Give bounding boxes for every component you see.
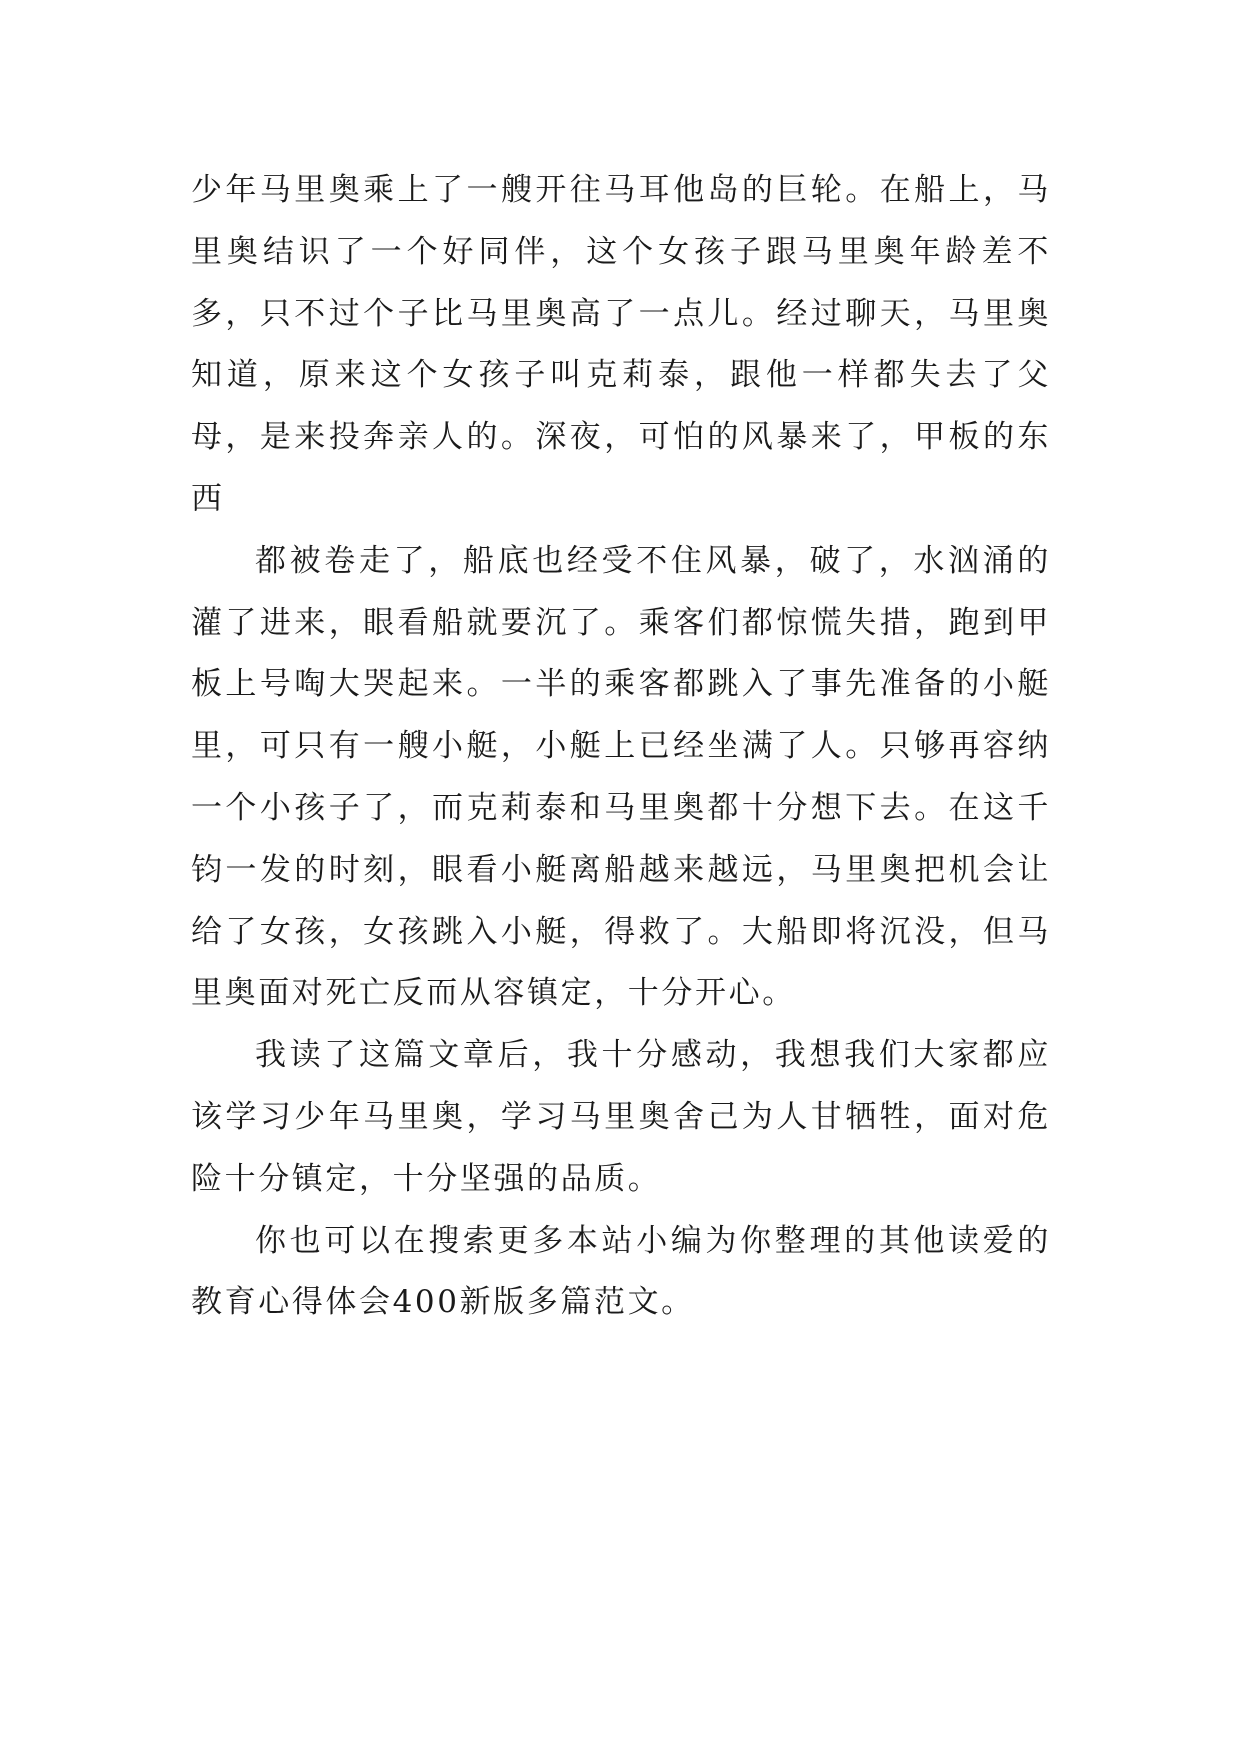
paragraph-2: 都被卷走了，船底也经受不住风暴，破了，水汹涌的灌了进来，眼看船就要沉了。乘客们都惊慌失措，跑到甲板上号啕大哭起来。一半的乘客都跳入了事先准备的小艇里，可只有一艘小艇，小艇上已经坐满了人。只够再容纳一个小孩子了，而克莉泰和马里奥都十分想下去。在这千钧一发的时刻，眼看小艇离船越来越远，马里奥把机会让给了女孩，女孩跳入小艇，得救了。大船即将沉没，但马里奥面对死亡反而从容镇定，十分开心。 — [191, 542, 1051, 1012]
document-body — [191, 160, 1051, 1334]
paragraph-3: 我读了这篇文章后，我十分感动，我想我们大家都应该学习少年马里奥，学习马里奥舍己为人甘牺牲，面对危险十分镇定，十分坚强的品质。 — [191, 1037, 1051, 1197]
paragraph-4: 你也可以在搜索更多本站小编为你整理的其他读爱的教育心得体会400新版多篇范文。 — [191, 1222, 1051, 1321]
paragraph-1: 少年马里奥乘上了一艘开往马耳他岛的巨轮。在船上，马里奥结识了一个好同伴，这个女孩子跟马里奥年龄差不多，只不过个子比马里奥高了一点儿。经过聊天，马里奥知道，原来这个女孩子叫克莉泰，跟他一样都失去了父母，是来投奔亲人的。深夜，可怕的风暴来了，甲板的东西 — [191, 172, 1051, 517]
